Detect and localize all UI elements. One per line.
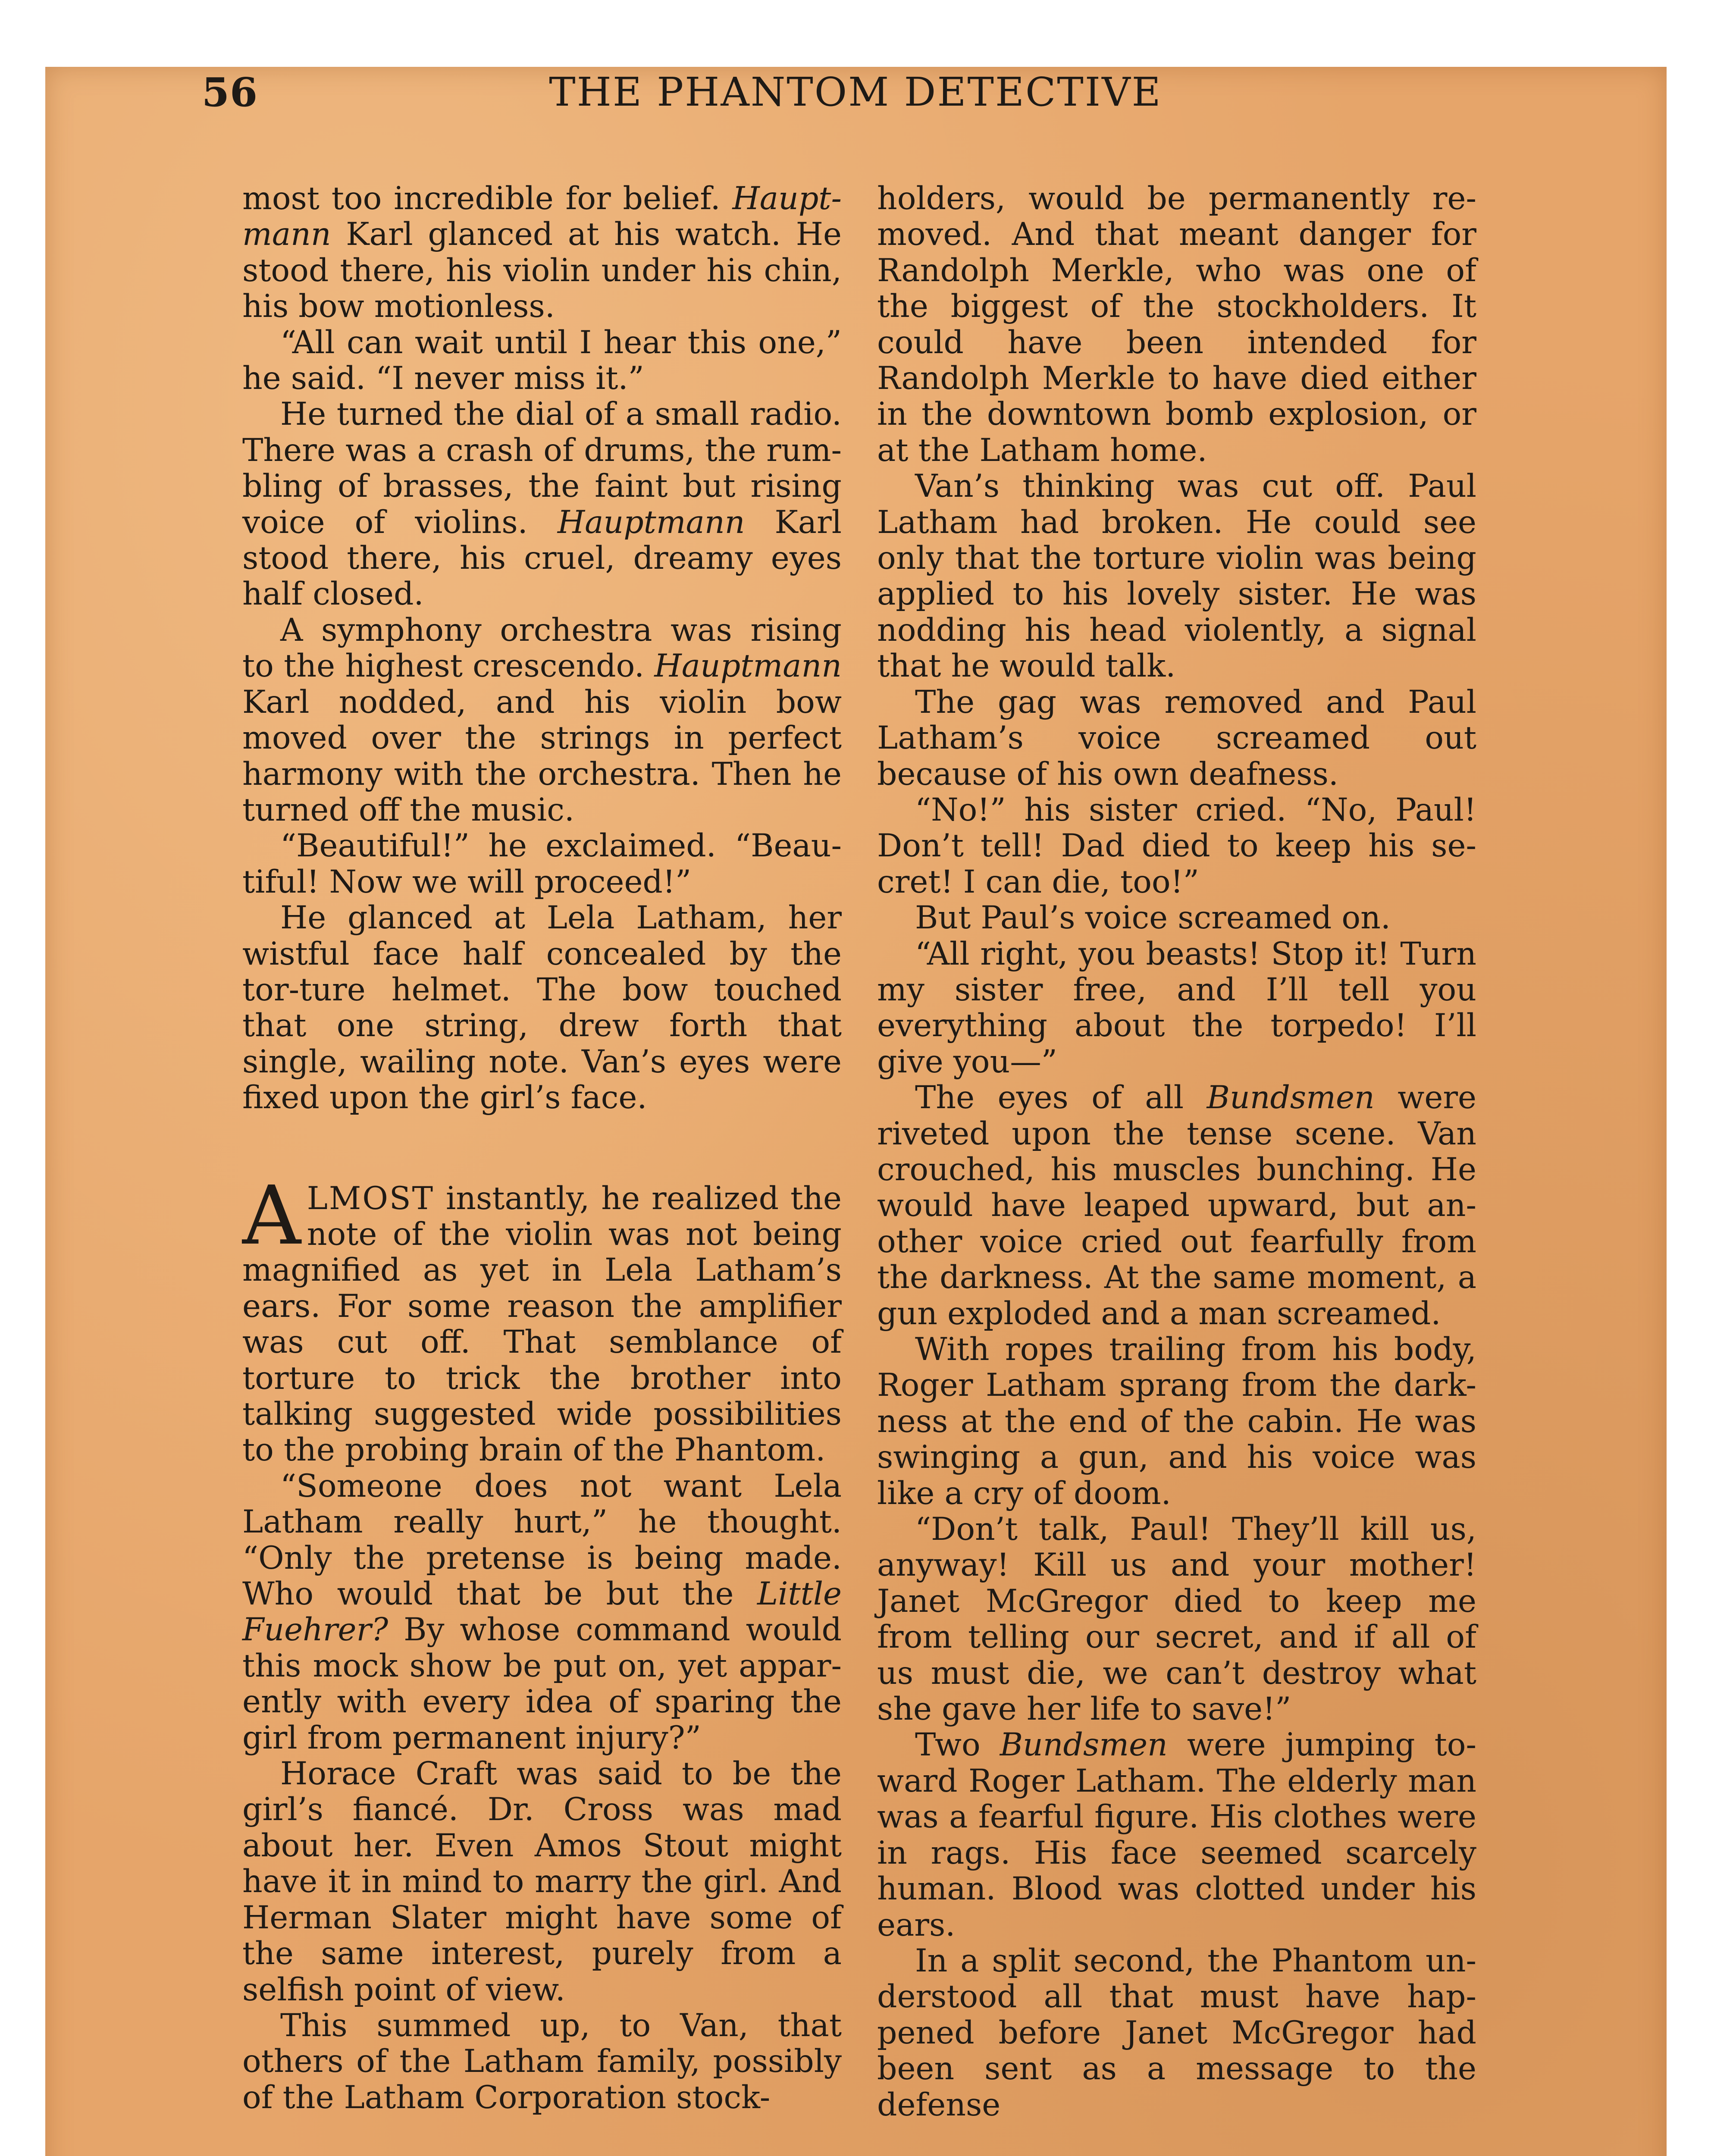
section-spacer: [242, 1116, 842, 1181]
running-head: THE PHANTOM DETECTIVE: [549, 69, 1162, 115]
paragraph: A symphony orchestra was rising to the highest crescendo. Hauptmann Karl nodded, and his violin bow moved over the strings in perfect harmony with the orchestra. Then he turned off the music.: [242, 612, 842, 828]
paragraph: “All right, you beasts! Stop it! Turn my sister free, and I’ll tell you everything about the torpedo! I’ll give you—”: [877, 936, 1476, 1080]
paragraph: “No!” his sister cried. “No, Paul! Don’t tell! Dad died to keep his se-cret! I can die, too!”: [877, 792, 1476, 900]
paragraph: most too incredible for belief. Haupt-mann Karl glanced at his watch. He stood there, his violin under his chin, his bow motionless.: [242, 181, 842, 325]
paragraph: The eyes of all Bundsmen were riveted upon the tense scene. Van crouched, his muscles bunching. He would have leaped upward, but an-other voice cried out fearfully from the darkness. At the same moment, a gun exploded and a man screamed.: [877, 1080, 1476, 1332]
lead-word: LMOST: [307, 1180, 434, 1217]
right-column: [877, 181, 1476, 2123]
paragraph: He turned the dial of a small radio. There was a crash of drums, the rum-bling of brasses, the faint but rising voice of violins. Hauptmann Karl stood there, his cruel, dreamy eyes half closed.: [242, 396, 842, 613]
paragraph: He glanced at Lela Latham, her wistful face half concealed by the tor-ture helmet. The bow touched that one string, drew forth that single, wailing note. Van’s eyes were fixed upon the girl’s face.: [242, 900, 842, 1116]
section-opening-paragraph: [242, 1168, 842, 1469]
paragraph: holders, would be permanently re-moved. And that meant danger for Randolph Merkle, who was one of the biggest of the stockholders. It could have been intended for Randolph Merkle to have died either in the downtown bomb explosion, or at the Latham home.: [877, 181, 1476, 469]
paragraph: “Someone does not want Lela Latham really hurt,” he thought. “Only the pretense is being made. Who would that be but the Little Fuehrer? By whose command would this mock show be put on, yet appar-ently with every idea of sparing the girl from permanent injury?”: [242, 1468, 842, 1756]
paragraph: “All can wait until I hear this one,” he said. “I never miss it.”: [242, 324, 842, 397]
left-column: [242, 181, 842, 2116]
paragraph: This summed up, to Van, that others of the Latham family, possibly of the Latham Corporation stock-: [242, 2007, 842, 2116]
paragraph: Van’s thinking was cut off. Paul Latham had broken. He could see only that the torture violin was being applied to his lovely sister. He was nodding his head violently, a signal that he would talk.: [877, 468, 1476, 685]
paragraph-text: instantly, he realized the note of the violin was not being magnified as yet in Lela Latham’s ears. For some reason the amplifier was cut off. That semblance of torture to trick the brother into talking suggested wide possibilities to the probing brain of the Phantom.: [242, 1180, 842, 1469]
paragraph: “Beautiful!” he exclaimed. “Beau-tiful! Now we will proceed!”: [242, 828, 842, 900]
paragraph: But Paul’s voice screamed on.: [915, 900, 1391, 937]
paragraph: “Don’t talk, Paul! They’ll kill us, anyway! Kill us and your mother! Janet McGregor died to keep me from telling our secret, and if all of us must die, we can’t destroy what she gave her life to save!”: [877, 1511, 1476, 1728]
paragraph: Two Bundsmen were jumping to-ward Roger Latham. The elderly man was a fearful figure. His clothes were in rags. His face seemed scarcely human. Blood was clotted under his ears.: [877, 1727, 1477, 1943]
drop-cap: A: [242, 1168, 301, 1263]
page-number: 56: [202, 69, 258, 116]
paragraph: With ropes trailing from his body, Roger Latham sprang from the dark-ness at the end of the cabin. He was swinging a gun, and his voice was like a cry of doom.: [877, 1332, 1476, 1512]
paragraph: Horace Craft was said to be the girl’s fiancé. Dr. Cross was mad about her. Even Amos Stout might have it in mind to marry the girl. And Herman Slater might have some of the same interest, purely from a selfish point of view.: [242, 1756, 842, 2008]
paragraph: In a split second, the Phantom un-derstood all that must have hap-pened before Janet McGregor had been sent as a message to the defense: [877, 1943, 1476, 2123]
paragraph: The gag was removed and Paul Latham’s voice screamed out because of his own deafness.: [877, 684, 1476, 793]
